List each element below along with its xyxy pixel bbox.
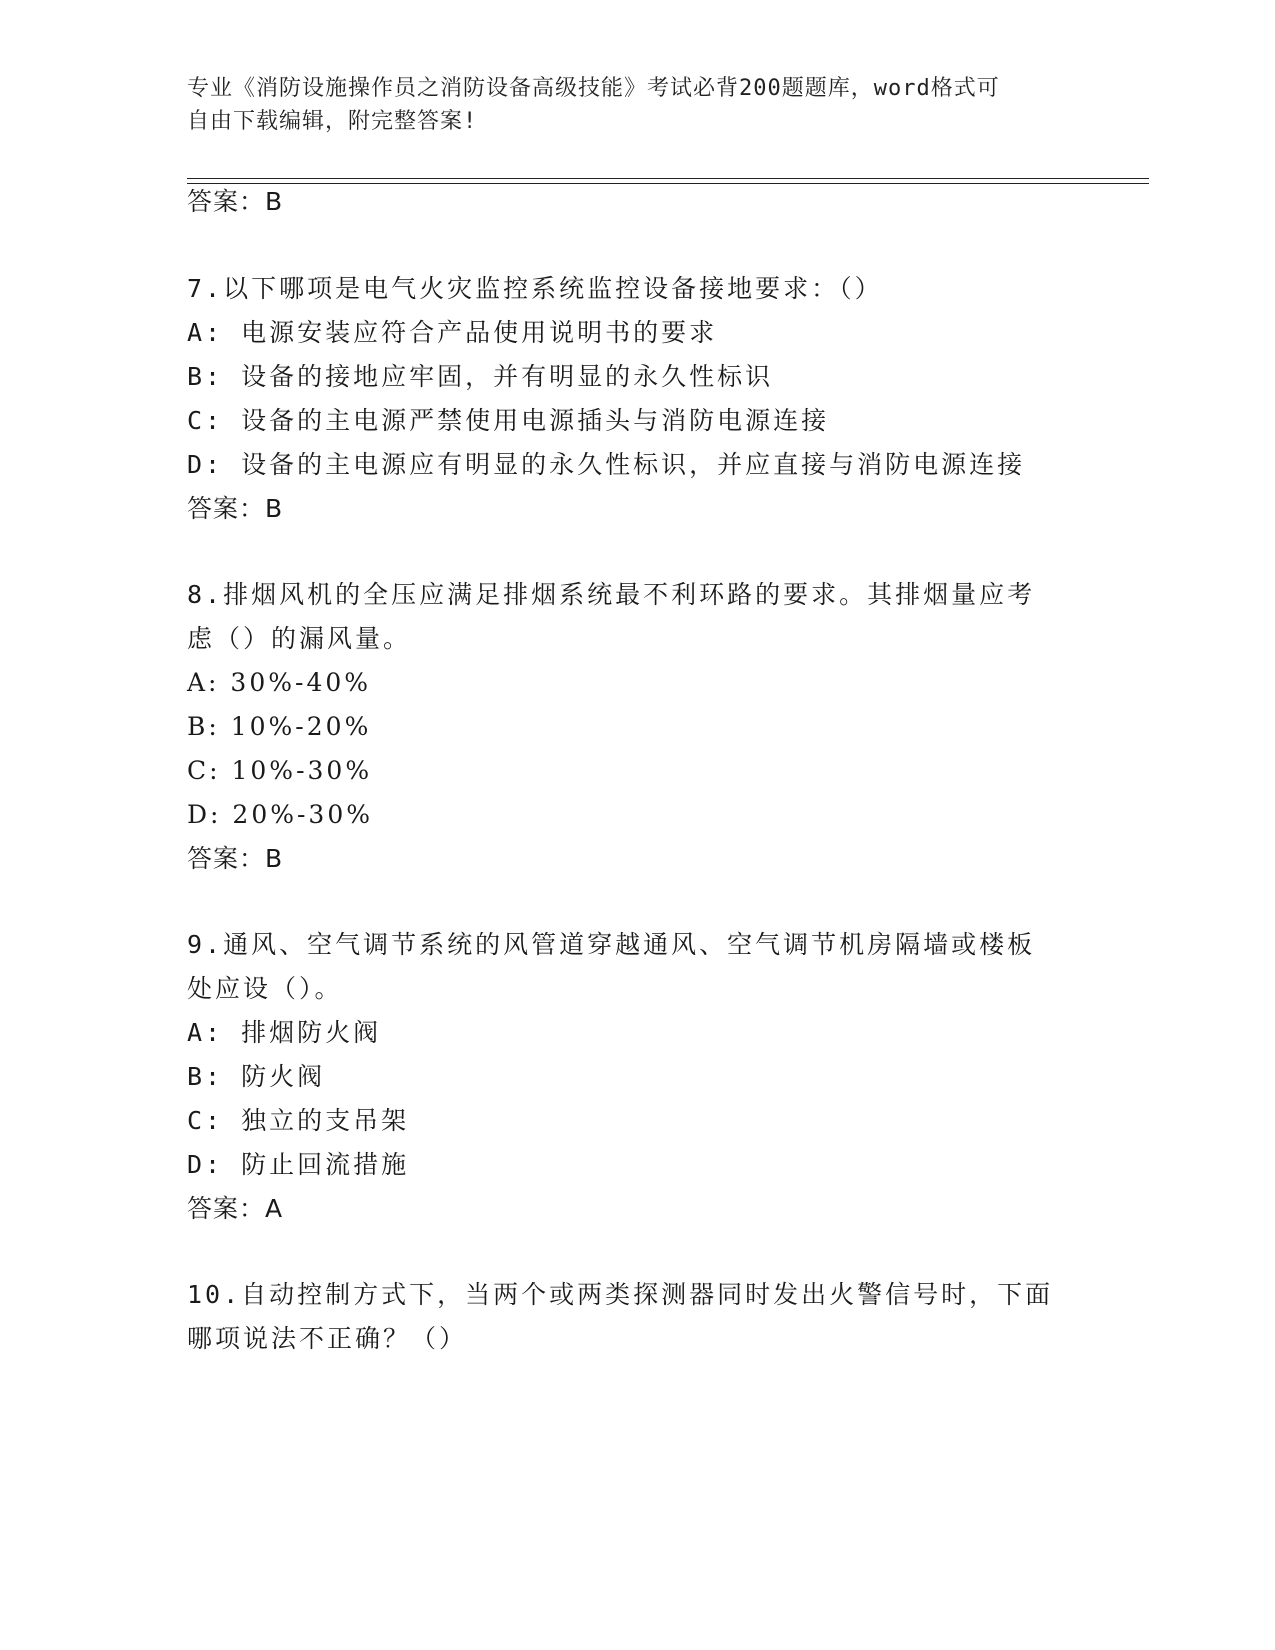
question-8-option-d: D: 20%-30%	[187, 800, 373, 829]
question-8-option-c: C: 10%-30%	[187, 756, 373, 785]
previous-answer: 答案：B	[187, 187, 284, 216]
header-divider-bottom	[187, 183, 1149, 184]
question-10-stem-line-2: 哪项说法不正确？（）	[187, 1324, 468, 1353]
question-7-stem: 7.以下哪项是电气火灾监控系统监控设备接地要求：（）	[187, 274, 883, 303]
question-9-answer: 答案：A	[187, 1194, 284, 1223]
header-line-1: 专业《消防设施操作员之消防设备高级技能》考试必背200题题库，word格式可	[187, 76, 1000, 101]
question-7-answer: 答案：B	[187, 494, 284, 523]
question-9-stem-line-2: 处应设（）。	[187, 974, 343, 1003]
question-8-answer: 答案：B	[187, 844, 284, 873]
question-8-stem-line-2: 虑（）的漏风量。	[187, 624, 412, 653]
question-7-option-a: A: 电源安装应符合产品使用说明书的要求	[187, 318, 718, 347]
question-8-option-a: A: 30%-40%	[187, 668, 372, 697]
question-9-option-a: A: 排烟防火阀	[187, 1018, 382, 1047]
question-9-option-b: B: 防火阀	[187, 1062, 326, 1091]
question-7-option-d: D: 设备的主电源应有明显的永久性标识，并应直接与消防电源连接	[187, 450, 1026, 479]
question-9-stem-line-1: 9.通风、空气调节系统的风管道穿越通风、空气调节机房隔墙或楼板	[187, 930, 1036, 959]
question-7-option-b: B: 设备的接地应牢固，并有明显的永久性标识	[187, 362, 774, 391]
header-line-2: 自由下载编辑，附完整答案!	[187, 109, 478, 134]
question-8-stem-line-1: 8.排烟风机的全压应满足排烟系统最不利环路的要求。其排烟量应考	[187, 580, 1036, 609]
question-10-stem-line-1: 10.自动控制方式下，当两个或两类探测器同时发出火警信号时，下面	[187, 1280, 1054, 1309]
question-8-option-b: B: 10%-20%	[187, 712, 372, 741]
question-9-option-c: C: 独立的支吊架	[187, 1106, 410, 1135]
question-7-option-c: C: 设备的主电源严禁使用电源插头与消防电源连接	[187, 406, 830, 435]
question-9-option-d: D: 防止回流措施	[187, 1150, 410, 1179]
header-divider-top	[187, 178, 1149, 179]
page-header	[187, 72, 1067, 138]
